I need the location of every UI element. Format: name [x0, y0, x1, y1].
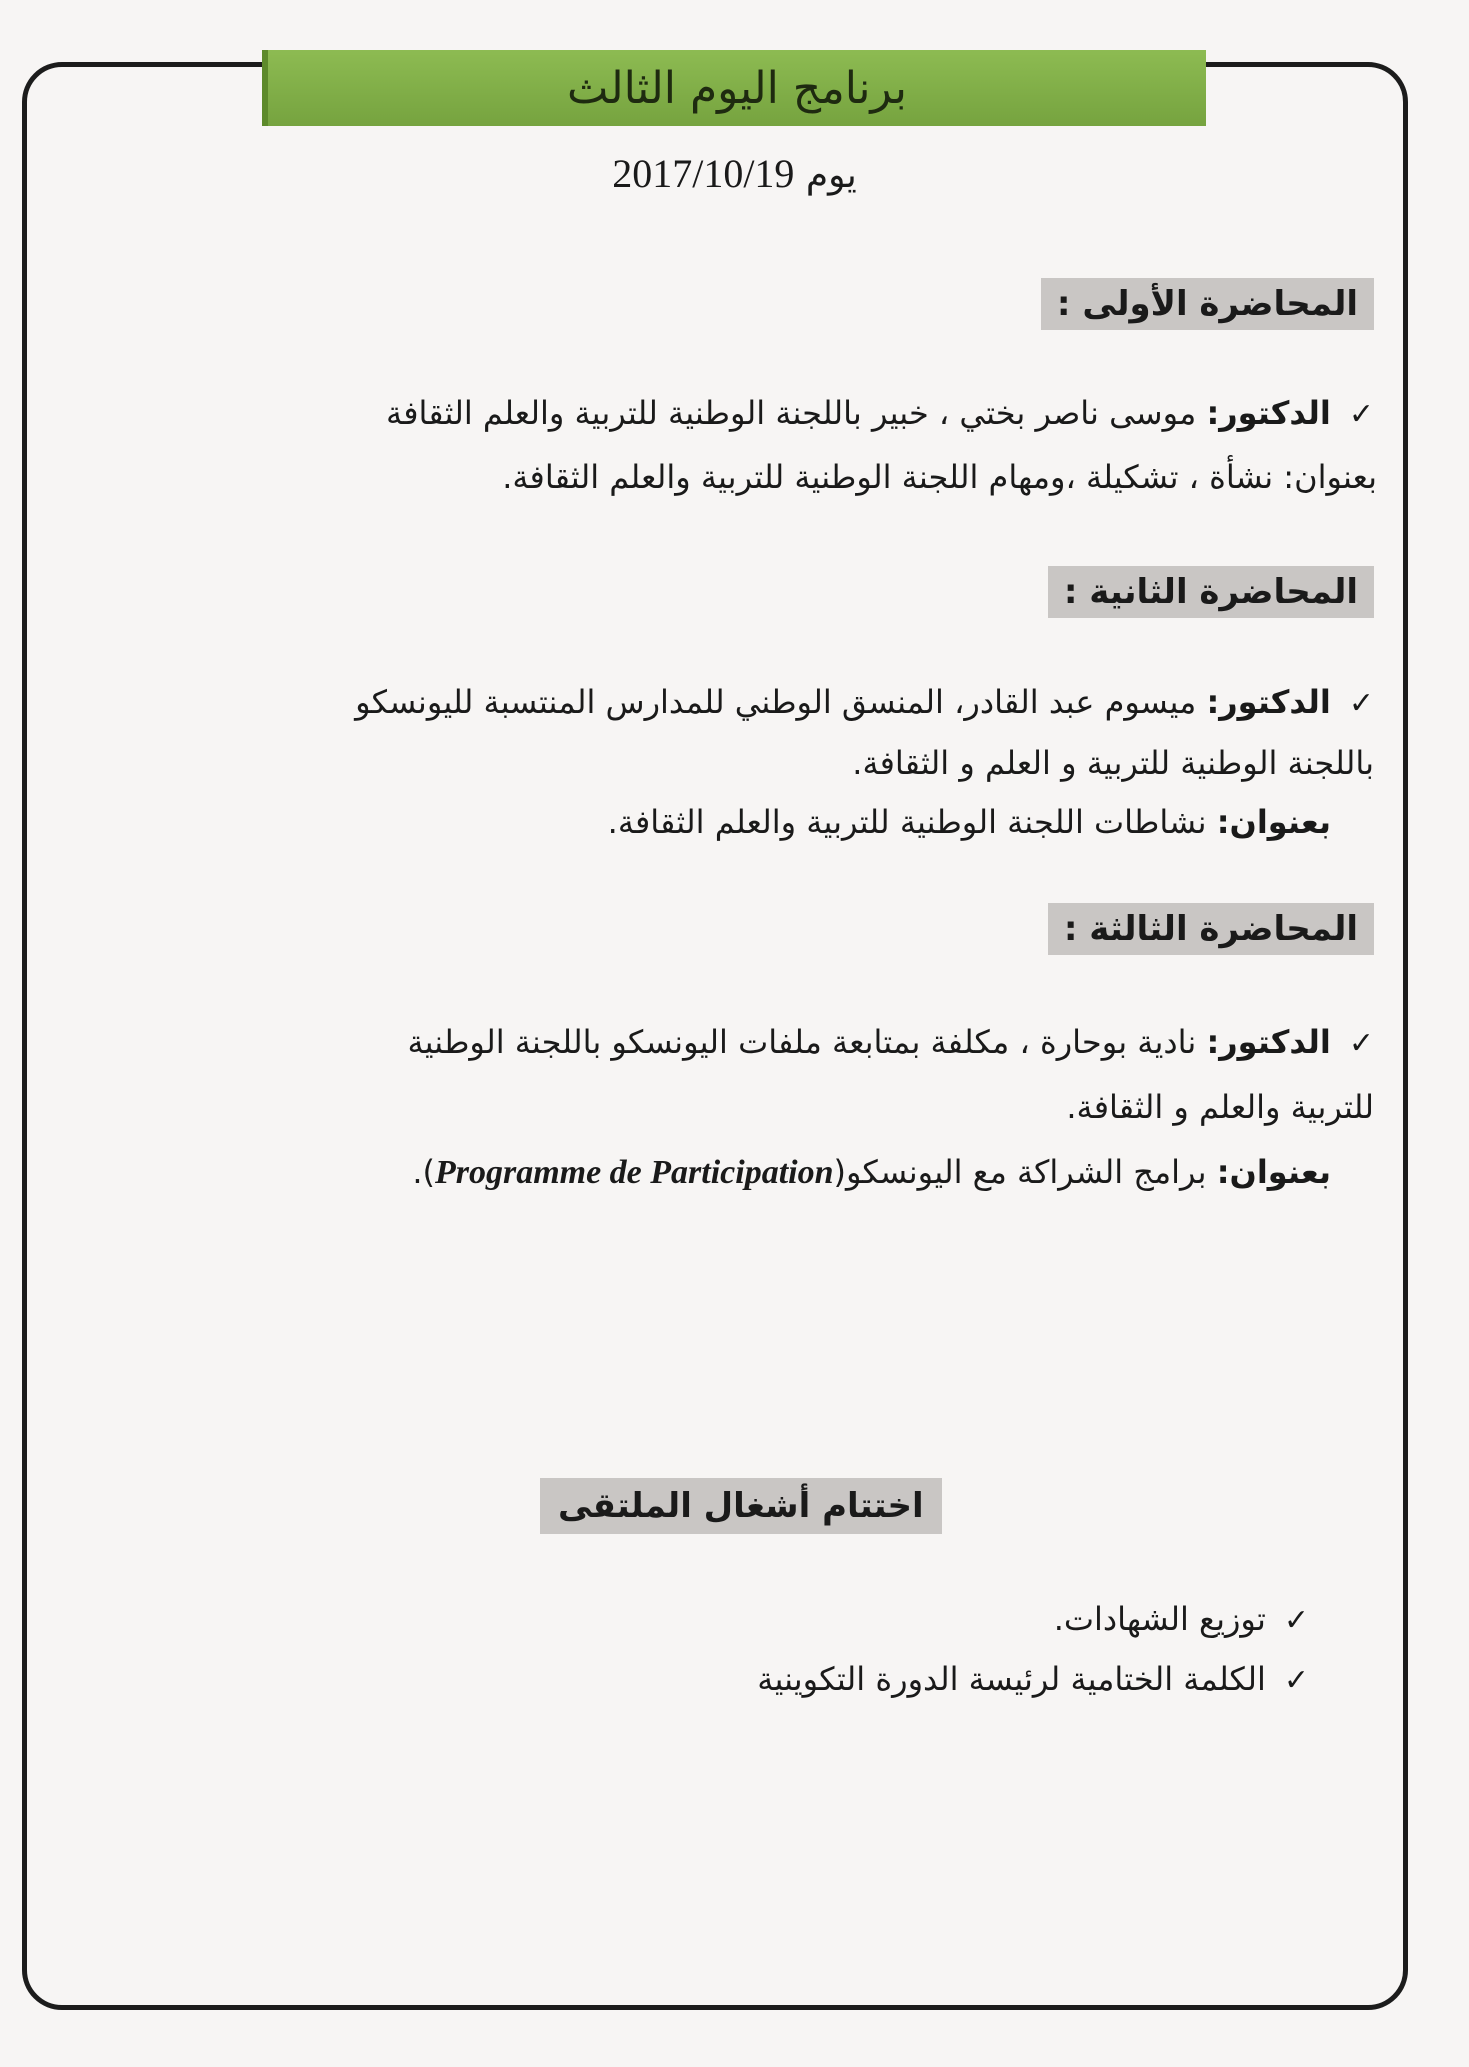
lecture-3-speaker-line: [407, 1023, 1374, 1061]
programme-name: Programme de Participation: [434, 1154, 834, 1191]
lecture-2-speaker-line: [355, 683, 1374, 721]
check-icon: ✓: [1348, 686, 1374, 721]
lecture-3-title-line: [412, 1153, 1331, 1192]
affiliation-text: باللجنة الوطنية للتربية و العلم و الثقافة.: [852, 744, 1374, 782]
check-icon: ✓: [1348, 397, 1374, 432]
title-suffix: ).: [412, 1153, 435, 1191]
speaker-text: نادية بوحارة ، مكلفة بمتابعة ملفات اليونسكو باللجنة الوطنية: [407, 1023, 1207, 1061]
speaker-text: ميسوم عبد القادر، المنسق الوطني للمدارس المنتسبة لليونسكو: [355, 683, 1207, 721]
lecture-2-affiliation-line: [852, 744, 1374, 782]
speaker-text: موسى ناصر بختي ، خبير باللجنة الوطنية للتربية والعلم الثقافة: [386, 394, 1207, 432]
lecture-1-speaker-line: [386, 394, 1374, 432]
check-icon: ✓: [1283, 1663, 1309, 1698]
speaker-label: الدكتور:: [1206, 1023, 1331, 1061]
lecture-3-affiliation-line: [1066, 1088, 1374, 1126]
speaker-label: الدكتور:: [1206, 394, 1331, 432]
lecture-2-heading: المحاضرة الثانية :: [1048, 566, 1374, 618]
program-title: برنامج اليوم الثالث: [567, 62, 907, 114]
title-label: بعنوان:: [1216, 803, 1331, 841]
date-prefix: يوم: [805, 155, 857, 196]
lecture-3-heading: المحاضرة الثالثة :: [1048, 903, 1374, 955]
closing-heading: اختتام أشغال الملتقى: [540, 1478, 942, 1534]
title-banner: [262, 50, 1206, 126]
check-icon: ✓: [1348, 1026, 1374, 1061]
closing-item-text: الكلمة الختامية لرئيسة الدورة التكوينية: [757, 1660, 1266, 1698]
lecture-title-text: برامج الشراكة مع اليونسكو(: [833, 1153, 1217, 1191]
lecture-1-heading: المحاضرة الأولى :: [1041, 278, 1374, 330]
date-line: [0, 150, 1469, 197]
closing-item-speech: [757, 1660, 1309, 1698]
check-icon: ✓: [1283, 1603, 1309, 1638]
speaker-label: الدكتور:: [1206, 683, 1331, 721]
affiliation-text: للتربية والعلم و الثقافة.: [1066, 1088, 1374, 1126]
lecture-1-title-line: [502, 458, 1377, 496]
lecture-title-text: نشاطات اللجنة الوطنية للتربية والعلم الثقافة.: [607, 803, 1217, 841]
lecture-2-title-line: [608, 803, 1331, 841]
title-label: بعنوان:: [1216, 1153, 1331, 1191]
closing-item-certificates: [1054, 1600, 1309, 1638]
closing-item-text: توزيع الشهادات.: [1053, 1600, 1266, 1638]
lecture-title-text: بعنوان: نشأة ، تشكيلة ،ومهام اللجنة الوطنية للتربية والعلم الثقافة.: [502, 458, 1377, 496]
date-value: 2017/10/19: [612, 151, 795, 196]
